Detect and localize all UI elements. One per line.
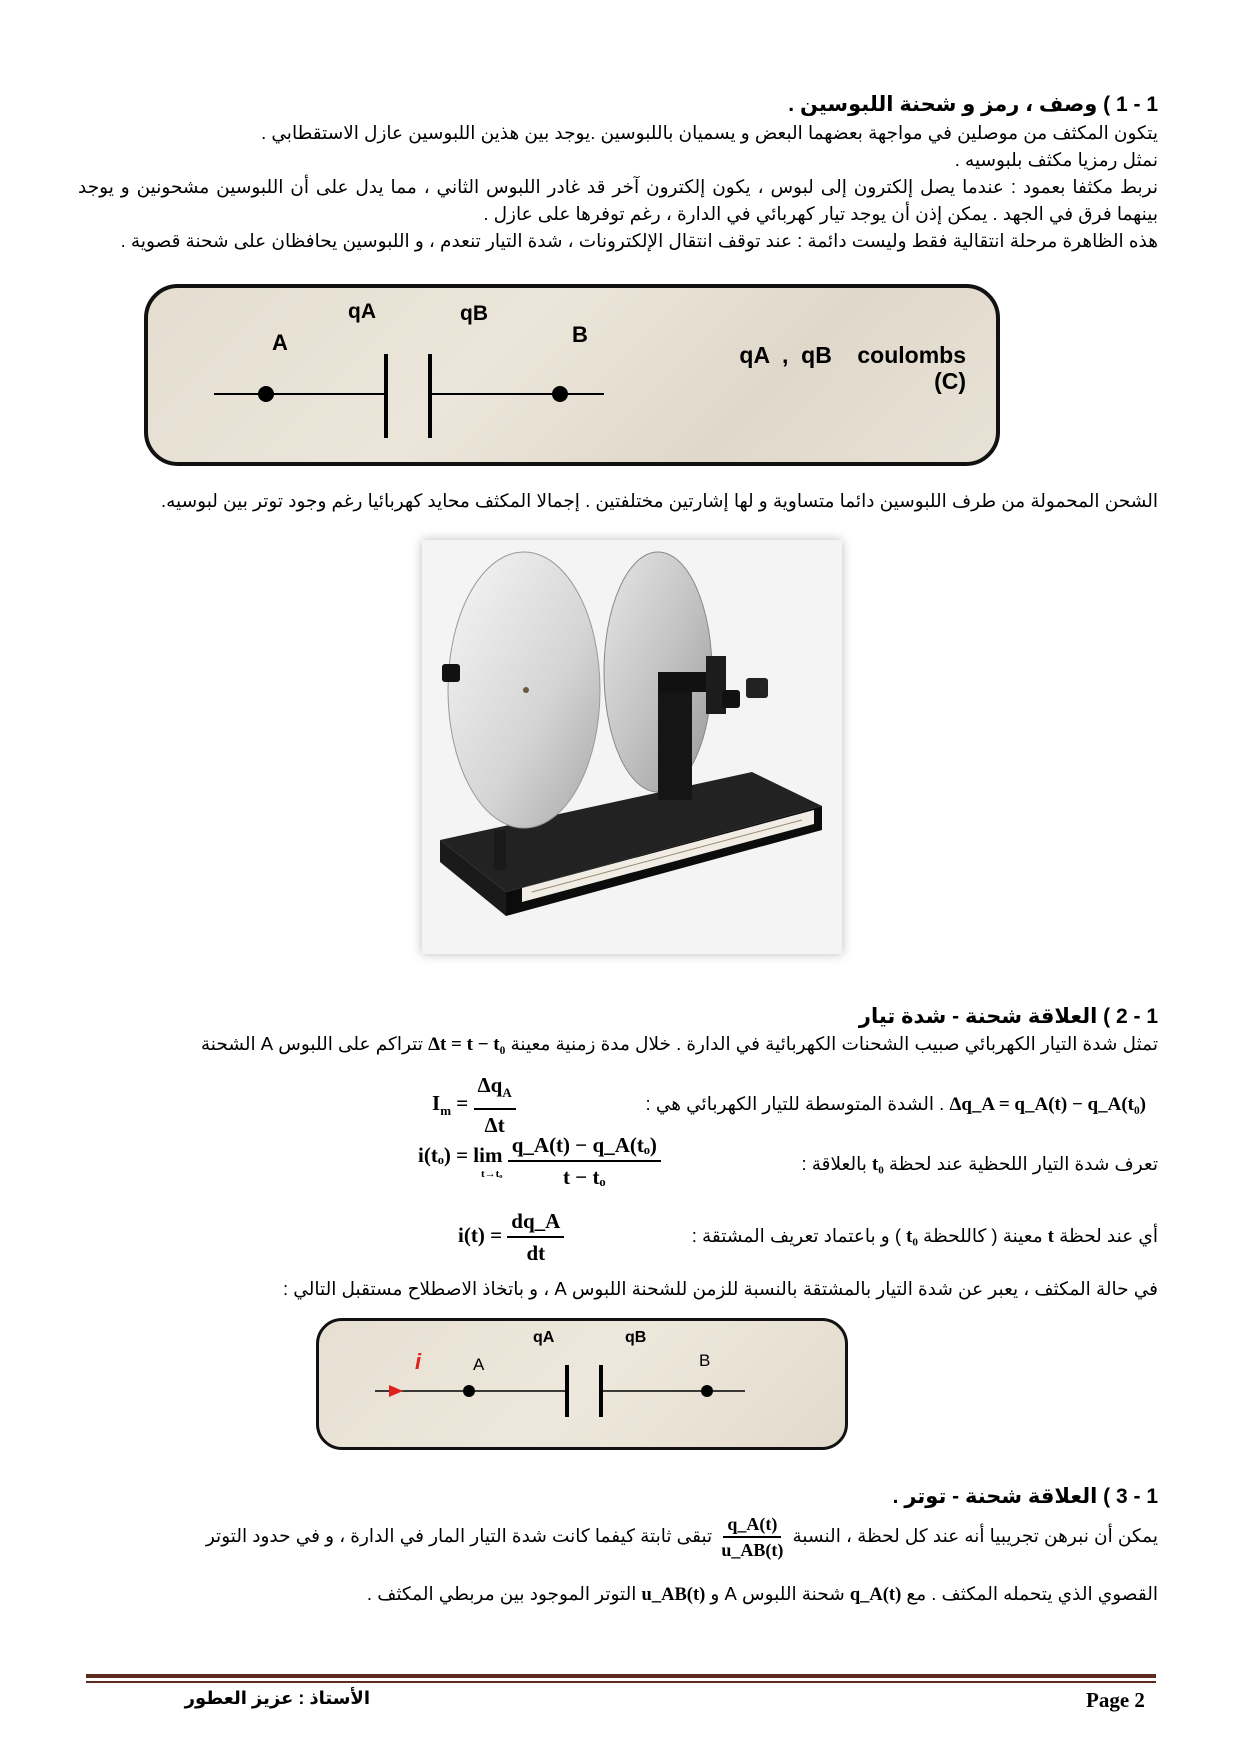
section-1-heading: 1 - 1 ) وصف ، رمز و شحنة اللبوسين . (788, 93, 1158, 116)
text: تعرف شدة التيار اللحظية عند لحظة (888, 1153, 1158, 1174)
charge-qb-label: qB (460, 302, 488, 325)
math-t0: t₀ (872, 1155, 884, 1175)
equation-3-text (598, 1222, 1158, 1251)
math-uab-t: u_AB(t) (641, 1585, 706, 1605)
paragraph: هذه الظاهرة مرحلة انتقالية فقط وليست دائمة : عند توقف انتقال الإلكترونات ، شدة التيار تنعدم ، و اللبوسين يحافظان على شحنة قصوية . (120, 230, 1158, 251)
math-delta-qa: Δq_A = q_A(t) − q_A(t₀) (949, 1094, 1146, 1115)
math-t: t (1047, 1227, 1054, 1247)
text: . الشدة المتوسطة للتيار الكهربائي هي : (645, 1093, 945, 1114)
math-lim-subscript: t→tₒ (480, 1167, 503, 1180)
math-qa-t: q_A(t) (849, 1585, 902, 1605)
terminal-a (258, 386, 274, 402)
charge-units-line1: qA , qB coulombs (739, 342, 966, 368)
paragraph-receiver-convention: في حالة المكثف ، يعبر عن شدة التيار بالمشتقة بالنسبة للزمن للشحنة اللبوس A ، و باتخاذ الاصطلاح مستقبل التالي : (283, 1278, 1158, 1299)
text: بالعلاقة : (801, 1153, 867, 1174)
terminal-b (701, 1385, 713, 1397)
charge-qa-label: qA (348, 300, 376, 323)
math-im: $I_m$ (432, 1090, 452, 1119)
plate-b-label: B (699, 1351, 711, 1370)
text: تتراكم على اللبوس A الشحنة (200, 1033, 423, 1054)
charge-qb-label: qB (625, 1329, 647, 1346)
paragraph: يتكون المكثف من موصلين في مواجهة بعضهما البعض و يسميان باللبوسين .يوجد بين هذين اللبوسين عازل الاستقطابي . (261, 122, 1158, 143)
fraction-qa-over-uab: $\frac{q\_A(t)}{u\_AB(t)}$ (721, 1514, 784, 1560)
text: التوتر الموجود بين مربطي المكثف . (366, 1583, 637, 1604)
receiver-convention-diagram (316, 1318, 848, 1450)
capacitor-apparatus-illustration (422, 540, 842, 954)
paragraph-charge-voltage (78, 1512, 1158, 1562)
text: ) و باعتماد تعريف المشتقة : (691, 1225, 902, 1246)
paragraph-charge-voltage-2 (78, 1580, 1158, 1609)
paragraph: نربط مكثفا بعمود : عندما يصل إلكترون إلى لبوس ، يكون إلكترون آخر قد غادر اللبوس الثاني ، مما يدل على أن اللبوسين مشحونين و يوجد بينهما فرق في الجهد . يمكن إذن أن يوجد تيار كهربائي في الدارة ، رغم توفرها على عازل . (78, 176, 1158, 224)
terminal-b (552, 386, 568, 402)
text: أي عند لحظة (1059, 1225, 1158, 1246)
capacitor-apparatus-photo (422, 540, 842, 954)
terminal-a (463, 1385, 475, 1397)
equation-derivative-current (458, 1206, 564, 1268)
teacher-credit (180, 1688, 370, 1709)
text: شحنة اللبوس A و (710, 1583, 845, 1604)
capacitor-symbol-diagram (144, 284, 1000, 466)
charge-units-line2: (C) (934, 368, 966, 394)
charge-qa-label: qA (533, 1329, 555, 1346)
plate-b-label: B (572, 322, 588, 347)
equation-1-text (426, 1090, 1146, 1118)
equation-2-text (738, 1150, 1158, 1179)
equation-mean-current: $I_m$ = $\frac{\Delta q_A}{\Delta t}$ (432, 1070, 516, 1140)
math-delta-t: Δt = t − t₀ (428, 1034, 506, 1055)
current-label: i (415, 1349, 422, 1374)
fraction: $\frac{\Delta q_A}{\Delta t}$ (474, 1070, 516, 1140)
text: القصوي الذي يتحمله المكثف . مع (906, 1583, 1158, 1604)
paragraph: نمثل رمزيا مكثف بلبوسيه . (954, 149, 1158, 170)
text: يمكن أن نبرهن تجريبيا أنه عند كل لحظة ، النسبة (792, 1524, 1158, 1546)
plate-a-label: A (473, 1355, 485, 1374)
footer-rule-thin (86, 1681, 1156, 1683)
receiver-convention-svg (319, 1321, 845, 1447)
text: معينة ( كاللحظة (923, 1225, 1043, 1246)
math-t0: t₀ (906, 1227, 918, 1247)
text: تبقى ثابتة كيفما كانت شدة التيار المار في الدارة ، و في حدود التوتر (205, 1524, 713, 1546)
teacher-label: الأستاذ : (298, 1688, 370, 1708)
plate-a-label: A (272, 330, 288, 355)
current-arrow (389, 1385, 403, 1397)
teacher-name: عزيز العطور (184, 1688, 294, 1708)
section-2-heading: 1 - 2 ) العلاقة شحنة - شدة تيار (858, 1005, 1158, 1028)
section-3-heading: 1 - 3 ) العلاقة شحنة - توتر . (892, 1485, 1158, 1508)
paragraph-current-definition (78, 1030, 1158, 1058)
fraction: $\frac{dq\_A}{dt}$ (507, 1206, 564, 1268)
text: تمثل شدة التيار الكهربائي صبيب الشحنات الكهربائية في الدارة . خلال مدة زمنية معينة (510, 1033, 1158, 1054)
section-1-text (78, 119, 1158, 254)
equation-instant-current (418, 1130, 661, 1192)
footer-rule-thick (86, 1674, 1156, 1678)
fraction: $\frac{\text{q\_A(t) − q\_A(tₒ)}}{\text{t − tₒ}}$ (508, 1130, 661, 1192)
math-lim: i(tₒ) = lim (418, 1142, 503, 1167)
page-number: Page 2 (1086, 1688, 1145, 1712)
math-i-of-t: i(t) = (458, 1222, 503, 1247)
paragraph-charges-equal: الشحن المحمولة من طرف اللبوسين دائما متساوية و لها إشارتين مختلفتين . إجمالا المكثف محايد كهربائيا رغم وجود توتر بين لبوسيه. (161, 490, 1158, 511)
